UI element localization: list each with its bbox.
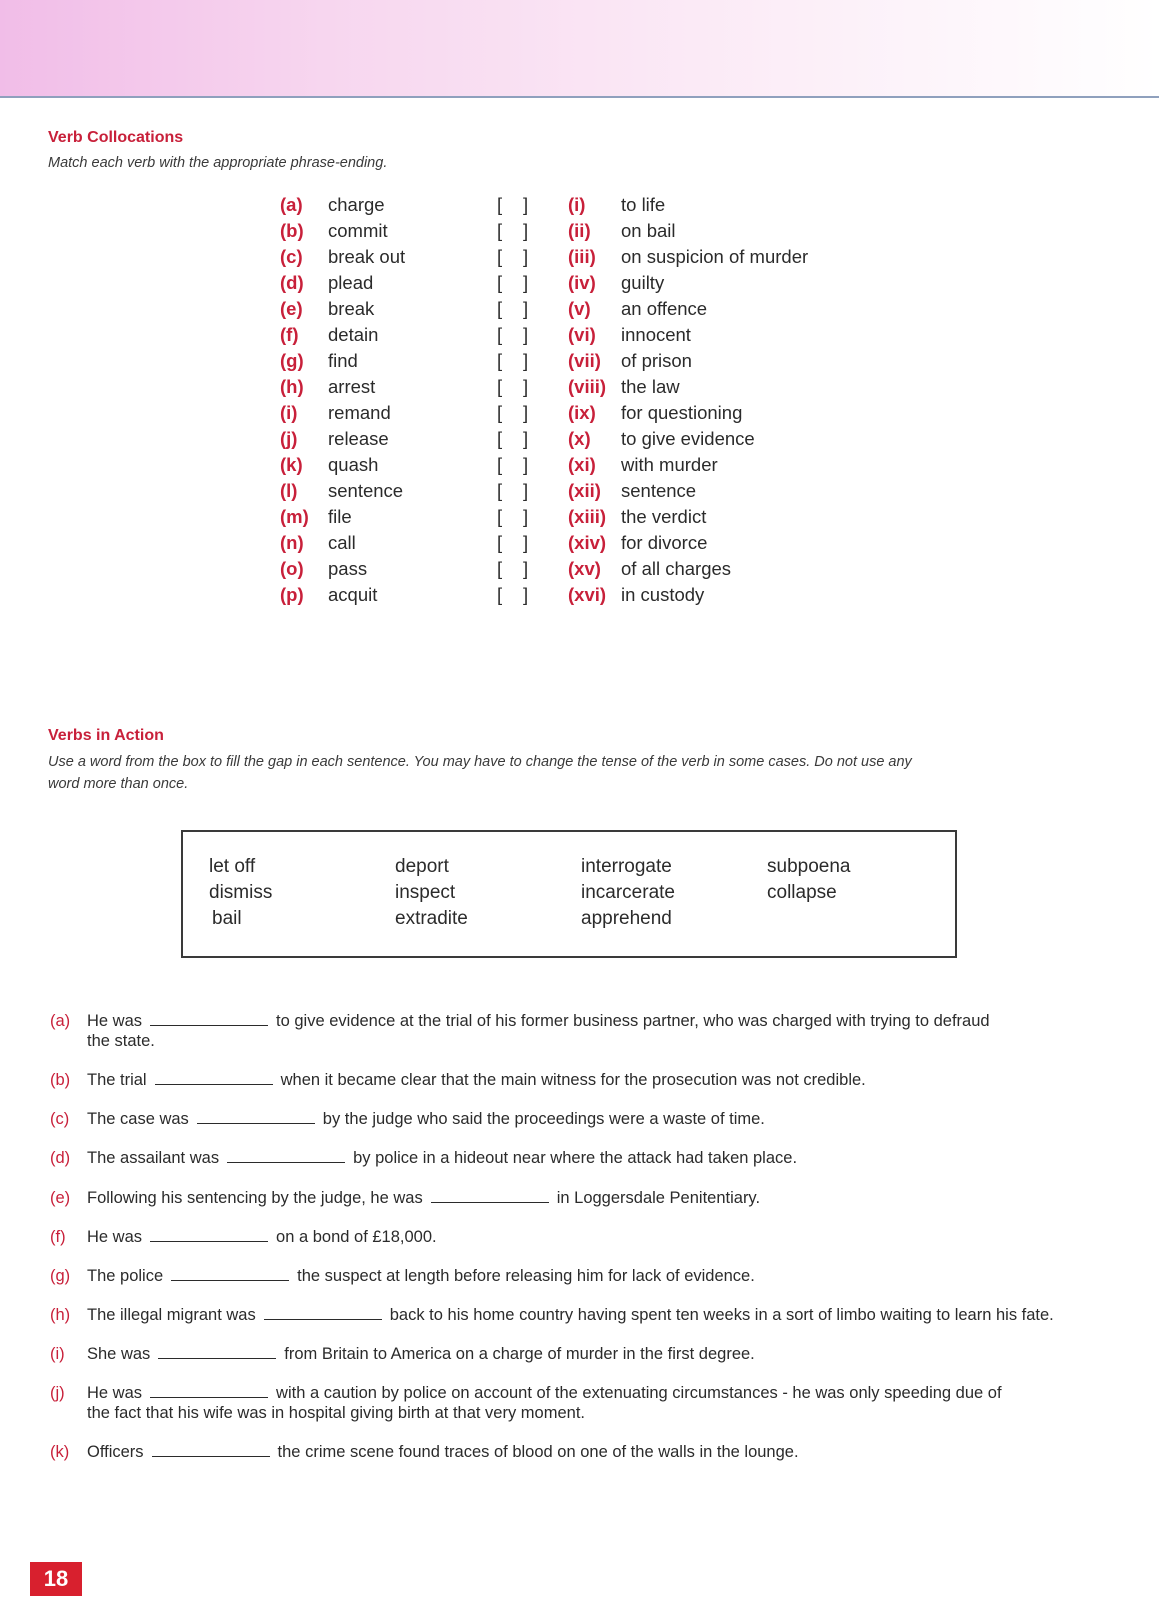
- answer-bracket-close[interactable]: ]: [523, 480, 529, 501]
- collocation-phrase: with murder: [621, 454, 718, 475]
- sentence-continuation: the fact that his wife was in hospital giving birth at that very moment.: [87, 1404, 585, 1422]
- sentence-after-gap: by police in a hideout near where the attack had taken place.: [353, 1149, 798, 1167]
- collocation-verb: find: [328, 350, 358, 371]
- sentence-text: [87, 1383, 1002, 1403]
- sentence-before-gap: He was: [87, 1384, 143, 1402]
- word-item: subpoena: [767, 856, 851, 877]
- collocation-verb: file: [328, 506, 352, 527]
- collocation-letter: (g): [280, 350, 304, 371]
- sentence-letter: (e): [50, 1189, 71, 1207]
- collocation-numeral: (iv): [568, 272, 596, 293]
- sentence-text: [87, 1227, 437, 1247]
- section-instruction-line2: word more than once.: [48, 776, 189, 792]
- sentence-before-gap: The assailant was: [87, 1149, 220, 1167]
- collocation-letter: (d): [280, 272, 304, 293]
- collocation-numeral: (xiv): [568, 532, 607, 553]
- sentence-letter: (h): [50, 1306, 71, 1324]
- collocation-verb: break out: [328, 246, 406, 267]
- word-column-3: [581, 854, 675, 932]
- answer-blank[interactable]: [150, 1011, 268, 1026]
- sentence-letter: (b): [50, 1071, 71, 1089]
- header-divider: [0, 96, 1159, 98]
- sentence-letter: (j): [50, 1384, 65, 1402]
- answer-bracket-open[interactable]: [: [497, 402, 503, 423]
- collocation-verb: detain: [328, 324, 379, 345]
- sentence-after-gap: back to his home country having spent ten weeks in a sort of limbo waiting to learn his fate.: [389, 1306, 1054, 1324]
- sentence-letter: (g): [50, 1267, 71, 1285]
- answer-bracket-close[interactable]: ]: [523, 376, 529, 397]
- collocation-letter: (m): [280, 506, 309, 527]
- answer-bracket-open[interactable]: [: [497, 298, 503, 319]
- answer-bracket-close[interactable]: ]: [523, 272, 529, 293]
- answer-blank[interactable]: [227, 1148, 345, 1163]
- answer-bracket-open[interactable]: [: [497, 584, 503, 605]
- word-item: interrogate: [581, 856, 672, 877]
- word-item: inspect: [395, 882, 456, 903]
- sentence-before-gap: Officers: [87, 1443, 144, 1461]
- collocation-phrase: for questioning: [621, 402, 743, 423]
- collocation-verb: acquit: [328, 584, 378, 605]
- answer-bracket-open[interactable]: [: [497, 194, 503, 215]
- collocation-letter: (c): [280, 246, 303, 267]
- collocation-phrase: to life: [621, 194, 666, 215]
- sentence-text: [87, 1305, 1054, 1325]
- word-item: collapse: [767, 882, 837, 903]
- answer-blank[interactable]: [264, 1305, 382, 1320]
- collocation-numeral: (viii): [568, 376, 607, 397]
- sentence-before-gap: He was: [87, 1228, 143, 1246]
- collocation-phrase: to give evidence: [621, 428, 755, 449]
- section-instruction-line1: Use a word from the box to fill the gap in each sentence. You may have to change the tense of the verb in some cases. Do not use any: [48, 754, 912, 770]
- answer-bracket-open[interactable]: [: [497, 246, 503, 267]
- answer-bracket-open[interactable]: [: [497, 350, 503, 371]
- answer-bracket-open[interactable]: [: [497, 272, 503, 293]
- sentence-letter: (i): [50, 1345, 65, 1363]
- sentence-before-gap: The illegal migrant was: [87, 1306, 256, 1324]
- collocation-verb: sentence: [328, 480, 404, 501]
- sentence-after-gap: with a caution by police on account of the extenuating circumstances - he was only speeding due of: [276, 1384, 1002, 1402]
- collocation-phrase: sentence: [621, 480, 697, 501]
- collocation-numeral: (xiii): [568, 506, 607, 527]
- collocation-verb: arrest: [328, 376, 376, 397]
- answer-bracket-close[interactable]: ]: [523, 298, 529, 319]
- sentence-text: [87, 1344, 755, 1364]
- word-box: [181, 830, 957, 958]
- sentence-letter: (f): [50, 1228, 66, 1246]
- sentence-text: [87, 1011, 990, 1031]
- collocation-phrase: guilty: [621, 272, 665, 293]
- collocation-phrase: for divorce: [621, 532, 708, 553]
- sentence-text: [87, 1109, 765, 1129]
- collocation-phrase: an offence: [621, 298, 708, 319]
- answer-bracket-open[interactable]: [: [497, 480, 503, 501]
- collocation-letter: (n): [280, 532, 304, 553]
- collocation-letter: (o): [280, 558, 304, 579]
- answer-bracket-open[interactable]: [: [497, 506, 503, 527]
- answer-bracket-open[interactable]: [: [497, 454, 503, 475]
- collocation-numeral: (xi): [568, 454, 596, 475]
- answer-blank[interactable]: [431, 1188, 549, 1203]
- sentence-letter: (d): [50, 1149, 71, 1167]
- collocation-numeral: (ii): [568, 220, 591, 241]
- collocation-numeral: (x): [568, 428, 591, 449]
- answer-bracket-close[interactable]: ]: [523, 506, 529, 527]
- collocation-numeral: (ix): [568, 402, 596, 423]
- sentence-before-gap: The case was: [87, 1110, 189, 1128]
- collocation-numeral: (xii): [568, 480, 601, 501]
- sentence-text: [87, 1266, 755, 1286]
- answer-bracket-close[interactable]: ]: [523, 428, 529, 449]
- sentence-after-gap: from Britain to America on a charge of murder in the first degree.: [284, 1345, 755, 1363]
- answer-blank[interactable]: [152, 1442, 270, 1457]
- answer-blank[interactable]: [150, 1383, 268, 1398]
- word-column-1: [209, 854, 272, 932]
- page-number: 18: [30, 1562, 82, 1596]
- sentence-letter: (a): [50, 1012, 71, 1030]
- answer-bracket-close[interactable]: ]: [523, 558, 529, 579]
- sentence-text: [87, 1188, 760, 1208]
- sentence-letter: (c): [50, 1110, 70, 1128]
- collocation-letter: (j): [280, 428, 298, 449]
- collocation-verb: charge: [328, 194, 385, 215]
- collocation-letter: (a): [280, 194, 303, 215]
- sentence-after-gap: in Loggersdale Penitentiary.: [556, 1189, 761, 1207]
- answer-bracket-open[interactable]: [: [497, 558, 503, 579]
- collocation-phrase: innocent: [621, 324, 691, 345]
- collocation-phrase: the law: [621, 376, 680, 397]
- collocation-phrase: the verdict: [621, 506, 707, 527]
- word-column-2: [395, 854, 468, 932]
- answer-bracket-open[interactable]: [: [497, 532, 503, 553]
- sentence-text: [87, 1442, 799, 1462]
- collocation-numeral: (v): [568, 298, 591, 319]
- sentence-after-gap: when it became clear that the main witness for the prosecution was not credible.: [280, 1071, 866, 1089]
- collocation-numeral: (vii): [568, 350, 601, 371]
- word-item: dismiss: [209, 882, 273, 903]
- answer-bracket-open[interactable]: [: [497, 324, 503, 345]
- collocation-verb: release: [328, 428, 389, 449]
- sentence-after-gap: by the judge who said the proceedings were a waste of time.: [322, 1110, 765, 1128]
- answer-bracket-open[interactable]: [: [497, 376, 503, 397]
- word-item: deport: [395, 856, 449, 877]
- collocation-verb: quash: [328, 454, 379, 475]
- sentence-after-gap: to give evidence at the trial of his former business partner, who was charged with trying to defraud: [276, 1012, 990, 1030]
- answer-blank[interactable]: [171, 1266, 289, 1281]
- answer-bracket-close[interactable]: ]: [523, 532, 529, 553]
- sentence-before-gap: Following his sentencing by the judge, he was: [87, 1189, 423, 1207]
- collocation-phrase: of prison: [621, 350, 692, 371]
- word-column-4: [767, 854, 850, 906]
- sentence-continuation: the state.: [87, 1032, 155, 1050]
- answer-bracket-close[interactable]: ]: [523, 246, 529, 267]
- answer-blank[interactable]: [197, 1109, 315, 1124]
- section-instruction-collocations: Match each verb with the appropriate phrase-ending.: [48, 155, 388, 171]
- collocation-phrase: on suspicion of murder: [621, 246, 809, 267]
- answer-bracket-open[interactable]: [: [497, 428, 503, 449]
- answer-bracket-close[interactable]: ]: [523, 454, 529, 475]
- collocation-verb: commit: [328, 220, 388, 241]
- answer-bracket-open[interactable]: [: [497, 220, 503, 241]
- collocation-verb: plead: [328, 272, 374, 293]
- collocation-numeral: (xvi): [568, 584, 607, 605]
- answer-bracket-close[interactable]: ]: [523, 220, 529, 241]
- sentence-before-gap: The trial: [87, 1071, 147, 1089]
- collocation-numeral: (xv): [568, 558, 601, 579]
- answer-bracket-close[interactable]: ]: [523, 584, 529, 605]
- collocation-phrase: on bail: [621, 220, 676, 241]
- sentence-text: [87, 1148, 797, 1168]
- sentence-after-gap: on a bond of £18,000.: [276, 1228, 437, 1246]
- collocation-verb: pass: [328, 558, 368, 579]
- section-title-verbs-in-action: Verbs in Action: [48, 727, 164, 744]
- collocation-letter: (h): [280, 376, 304, 397]
- word-item: bail: [212, 908, 242, 929]
- answer-bracket-close[interactable]: ]: [523, 324, 529, 345]
- collocation-verb: call: [328, 532, 356, 553]
- collocation-numeral: (vi): [568, 324, 596, 345]
- section-title-verb-collocations: Verb Collocations: [48, 129, 184, 146]
- answer-bracket-close[interactable]: ]: [523, 194, 529, 215]
- collocation-phrase: of all charges: [621, 558, 732, 579]
- word-item: extradite: [395, 908, 468, 929]
- answer-blank[interactable]: [150, 1227, 268, 1242]
- sentence-text: [87, 1070, 866, 1090]
- collocation-letter: (f): [280, 324, 299, 345]
- collocation-verb: break: [328, 298, 375, 319]
- word-item: apprehend: [581, 908, 672, 929]
- answer-bracket-close[interactable]: ]: [523, 350, 529, 371]
- collocation-numeral: (i): [568, 194, 586, 215]
- collocation-phrase: in custody: [621, 584, 705, 605]
- collocation-letter: (i): [280, 402, 298, 423]
- collocation-letter: (b): [280, 220, 304, 241]
- collocation-verb: remand: [328, 402, 391, 423]
- collocation-letter: (e): [280, 298, 303, 319]
- sentence-before-gap: The police: [87, 1267, 164, 1285]
- sentence-before-gap: He was: [87, 1012, 143, 1030]
- collocation-letter: (l): [280, 480, 298, 501]
- sentence-before-gap: She was: [87, 1345, 151, 1363]
- collocation-letter: (k): [280, 454, 303, 475]
- answer-blank[interactable]: [158, 1344, 276, 1359]
- answer-bracket-close[interactable]: ]: [523, 402, 529, 423]
- answer-blank[interactable]: [155, 1070, 273, 1085]
- sentence-after-gap: the suspect at length before releasing him for lack of evidence.: [297, 1267, 755, 1285]
- word-item: let off: [209, 856, 256, 877]
- word-item: incarcerate: [581, 882, 675, 903]
- header-band: [0, 0, 1159, 96]
- collocation-letter: (p): [280, 584, 304, 605]
- collocation-numeral: (iii): [568, 246, 596, 267]
- sentence-after-gap: the crime scene found traces of blood on one of the walls in the lounge.: [277, 1443, 799, 1461]
- sentence-letter: (k): [50, 1443, 70, 1461]
